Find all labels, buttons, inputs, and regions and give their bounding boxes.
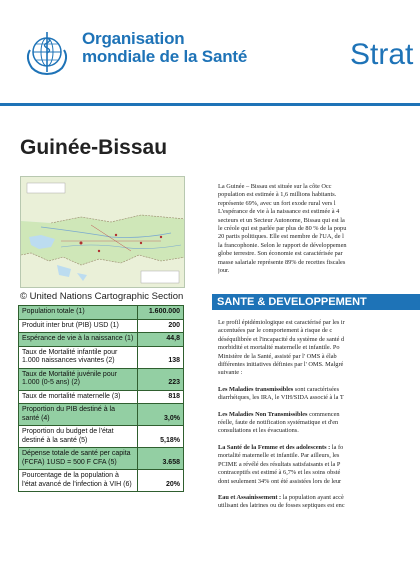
stats-row [19,426,184,448]
intro-line: 20 partis politiques. Elle est membre de l'UA, de l [218,233,344,241]
stats-row [19,470,184,492]
intro-line: la francophonie. Selon le rapport de développemen [218,241,347,249]
stats-value: 200 [138,319,184,333]
stats-row [19,319,184,333]
heading-women-health: La Santé de la Femme et des adolescents : [218,443,331,451]
stats-label: Pourcentage de la population à l'état avancé de l'infection à VIH (6) [19,470,138,492]
stats-value: 44,8 [138,333,184,347]
org-name-line1: Organisation [82,29,185,48]
who-emblem-icon [22,28,72,78]
stats-row [19,404,184,426]
heading-water: Eau et Assainissement : [218,493,282,501]
body-line: accentuées par le comportement à risque de c [218,327,333,335]
intro-paragraph [218,183,420,275]
stats-label: Population totale (1) [19,306,138,320]
body-line: Le profil épidémiologique est caractérisé par les ir [218,319,345,326]
body-line: suivante : [218,369,243,377]
intro-line: le créole qui est parlée par plus de 80 % de la popu [218,225,347,233]
section-header-sante-developpement: SANTE & DEVELOPPEMENT [212,294,420,310]
stats-row [19,368,184,390]
stats-row [19,333,184,347]
stats-label: Proportion du budget de l'état destiné à la santé (5) [19,426,138,448]
stats-label: Produit inter brut (PIB) USD (1) [19,319,138,333]
page-header [0,0,420,100]
health-statistics-table [18,305,184,492]
intro-line: globe terrestre. Son économie est caractérisée par [218,250,343,258]
stats-row [19,346,184,368]
intro-line: population est estimée à 1,6 millions habitants. [218,191,337,199]
body-paragraph-water: Eau et Assainissement : la population ayant accè utilisant des latrines ou de fosses septiques est enc [218,493,345,510]
intro-line: secteurs et un Secteur Autonome, Bissau qui est la [218,216,345,224]
stats-value: 20% [138,470,184,492]
country-map [20,176,185,288]
stats-label: Proportion du PIB destiné à la santé (4) [19,404,138,426]
org-name-line2: mondiale de la Santé [82,47,248,66]
stats-label: Dépense totale de santé per capita (FCFA) 1USD = 500 F CFA (5) [19,448,138,470]
section-body [218,319,420,588]
body-line: différentes initiatives définies par l' OMS. Malgré [218,361,344,369]
stats-value: 818 [138,390,184,404]
body-paragraph-communicable: Les Maladies transmissibles sont caractérisées diarrhéiques, les IRA, le VIH/SIDA associé à la T [218,385,344,402]
intro-line: La Guinée – Bissau est située sur la côte Occ [218,183,332,190]
body-paragraph-noncommunicable: Les Maladies Non Transmissibles commencen réelle, faute de notification systématique et d'en consultations et les évacuations. [218,410,340,435]
stats-row [19,390,184,404]
stats-value: 3,0% [138,404,184,426]
stats-label: Taux de Mortalité infantile pour 1.000 naissances vivantes (2) [19,346,138,368]
stats-row [19,306,184,320]
country-title: Guinée-Bissau [20,136,168,159]
stats-value: 1.600.000 [138,306,184,320]
stats-row [19,448,184,470]
body-line: Ministère de la Santé, assisté par l' OMS à élab [218,352,337,360]
stats-value: 223 [138,368,184,390]
stats-label: Taux de Mortalité juvénile pour 1.000 (0-5 ans) (2) [19,368,138,390]
map-image [21,177,185,288]
body-paragraph-women-health: La Santé de la Femme et des adolescents : la fo mortalité maternelle et infantile. Par ailleurs, les PCIME a révélé des résultats satisfaisants et la P contraceptifs est estimé à 6,7% et les soins obsté dont seulement 34% ont été assistées lors de leur [218,443,344,485]
intro-line: L'espérance de vie à la naissance est estimée à 4 [218,208,340,216]
document-title-fragment: Strat [350,38,414,71]
body-paragraph-profile [218,319,420,378]
stats-value: 3.658 [138,448,184,470]
body-line: déséquilibrée et l'incapacité du système de santé d [218,335,345,343]
organization-name [82,30,247,66]
intro-line: jour. [218,267,230,275]
heading-noncommunicable: Les Maladies Non Transmissibles [218,410,308,418]
map-credit: © United Nations Cartographic Section [20,291,184,302]
header-divider [0,103,420,106]
stats-value: 138 [138,346,184,368]
stats-label: Espérance de vie à la naissance (1) [19,333,138,347]
intro-line: représente 69%, avec un fort exode rural vers l [218,199,336,207]
body-line: morbidité et mortalité maternelle et infantile. Po [218,344,340,352]
intro-line: masse salariale représente 89% de recettes fiscales [218,258,346,266]
heading-communicable: Les Maladies transmissibles [218,385,294,393]
stats-label: Taux de mortalité maternelle (3) [19,390,138,404]
stats-value: 5,18% [138,426,184,448]
